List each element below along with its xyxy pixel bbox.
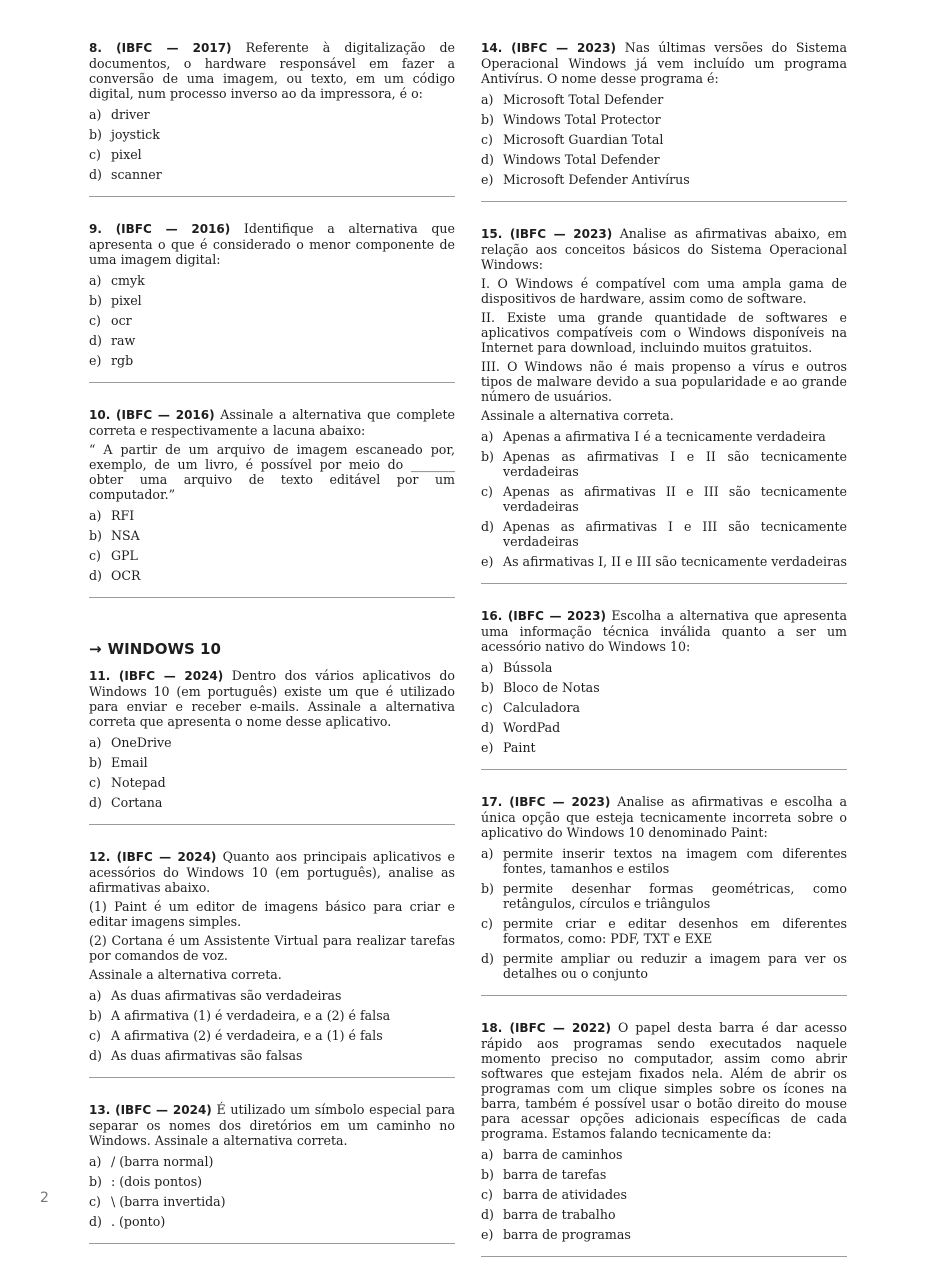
option-text: NSA xyxy=(111,528,140,543)
option xyxy=(89,775,455,790)
option-letter: a) xyxy=(481,92,494,107)
option xyxy=(89,1048,455,1063)
option xyxy=(89,735,455,750)
option-letter: b) xyxy=(481,449,494,464)
option xyxy=(89,795,455,810)
question-text: É utilizado um símbolo especial para separar os nomes dos diretórios em um caminho no Windows. Assinale a alternativa correta. xyxy=(89,1102,455,1148)
option-letter: d) xyxy=(481,951,494,966)
question-label: 12. (IBFC — 2024) xyxy=(89,850,217,864)
option xyxy=(481,740,847,755)
option-letter: a) xyxy=(89,988,102,1003)
option-text: A afirmativa (1) é verdadeira, e a (2) é falsa xyxy=(111,1008,391,1023)
option xyxy=(481,1207,847,1222)
option-letter: d) xyxy=(481,152,494,167)
options-list xyxy=(89,735,455,810)
option xyxy=(481,132,847,147)
option-letter: b) xyxy=(481,1167,494,1182)
option-text: pixel xyxy=(111,147,142,162)
option xyxy=(89,528,455,543)
option xyxy=(89,333,455,348)
option-letter: a) xyxy=(89,107,102,122)
option-text: Microsoft Guardian Total xyxy=(503,132,664,147)
option-text: barra de tarefas xyxy=(503,1167,607,1182)
option xyxy=(481,519,847,549)
option xyxy=(481,172,847,187)
option-letter: d) xyxy=(89,333,102,348)
option-letter: c) xyxy=(89,1194,101,1209)
options-list xyxy=(89,988,455,1063)
divider xyxy=(89,1077,455,1078)
option xyxy=(89,1008,455,1023)
divider xyxy=(89,196,455,197)
option-text: joystick xyxy=(111,127,160,142)
option-letter: b) xyxy=(481,680,494,695)
options-list xyxy=(89,508,455,583)
question-17 xyxy=(481,794,847,981)
options-list xyxy=(89,1154,455,1229)
option-text: Apenas a afirmativa I é a tecnicamente verdadeira xyxy=(503,429,826,444)
question-label: 18. (IBFC — 2022) xyxy=(481,1021,611,1035)
question-8 xyxy=(89,40,455,182)
question-10 xyxy=(89,407,455,583)
option-letter: c) xyxy=(89,313,101,328)
option xyxy=(89,1154,455,1169)
question-text: Analise as afirmativas abaixo, em relação aos conceitos básicos do Sistema Operacional Windows: xyxy=(481,226,847,272)
divider xyxy=(89,382,455,383)
option xyxy=(481,881,847,911)
option-letter: a) xyxy=(481,429,494,444)
question-text: Escolha a alternativa que apresenta uma informação técnica inválida quanto a ser um acessório nativo do Windows 10: xyxy=(481,608,847,654)
option-text: barra de trabalho xyxy=(503,1207,616,1222)
question-text: Referente à digitalização de documentos, o hardware responsável em fazer a conversão de uma imagem, ou texto, em um código digital, num processo inverso ao da impressora, é o: xyxy=(89,40,455,101)
option-text: Bússola xyxy=(503,660,553,675)
right-column xyxy=(481,40,847,1281)
question-stem xyxy=(481,40,847,86)
question-text: Quanto aos principais aplicativos e acessórios do Windows 10 (em português), analise as afirmativas abaixo. xyxy=(89,849,455,895)
question-stem xyxy=(481,794,847,840)
option xyxy=(89,988,455,1003)
divider xyxy=(89,824,455,825)
option xyxy=(89,293,455,308)
divider xyxy=(481,1256,847,1257)
option xyxy=(481,951,847,981)
option xyxy=(481,916,847,946)
option-text: Apenas as afirmativas I e II são tecnicamente verdadeiras xyxy=(503,449,847,479)
options-list xyxy=(481,429,847,569)
question-label: 9. (IBFC — 2016) xyxy=(89,222,231,236)
option-letter: b) xyxy=(89,293,102,308)
question-stem xyxy=(89,407,455,438)
option xyxy=(481,1187,847,1202)
option xyxy=(89,1194,455,1209)
option-text: GPL xyxy=(111,548,138,563)
option-text: Microsoft Total Defender xyxy=(503,92,664,107)
option-text: OneDrive xyxy=(111,735,172,750)
option-letter: d) xyxy=(89,795,102,810)
option-text: Paint xyxy=(503,740,536,755)
option-text: A afirmativa (2) é verdadeira, e a (1) é fals xyxy=(111,1028,383,1043)
question-text: Analise as afirmativas e escolha a única opção que esteja tecnicamente incorreta sobre o aplicativo do Windows 10 denominado Paint: xyxy=(481,794,847,840)
question-text: O papel desta barra é dar acesso rápido aos programas sendo executados naquele momento preciso no computador, assim como abrir softwares que estejam fixados nela. Além de abrir os programas com um clique simples sobre os ícones na barra, também é possível usar o botão direito do mouse para acessar opções adicionais específicas de cada programa. Estamos falando tecnicamente da: xyxy=(481,1020,847,1141)
option xyxy=(481,1227,847,1242)
statement: (2) Cortana é um Assistente Virtual para realizar tarefas por comandos de voz. xyxy=(89,933,455,963)
option-text: Calculadora xyxy=(503,700,581,715)
option xyxy=(89,548,455,563)
page-number: 2 xyxy=(40,1190,49,1206)
section-title-text: WINDOWS 10 xyxy=(107,640,221,658)
option xyxy=(89,1028,455,1043)
statement: (1) Paint é um editor de imagens básico para criar e editar imagens simples. xyxy=(89,899,455,929)
option xyxy=(89,353,455,368)
question-label: 8. (IBFC — 2017) xyxy=(89,41,232,55)
option-text: WordPad xyxy=(503,720,561,735)
question-stem xyxy=(481,1020,847,1141)
option xyxy=(89,755,455,770)
option-letter: d) xyxy=(481,720,494,735)
question-text: Assinale a alternativa que complete correta e respectivamente a lacuna abaixo: xyxy=(89,407,455,438)
question-label: 11. (IBFC — 2024) xyxy=(89,669,224,683)
question-label: 10. (IBFC — 2016) xyxy=(89,408,215,422)
question-stem xyxy=(89,668,455,729)
option-text: permite criar e editar desenhos em diferentes formatos, como: PDF, TXT e EXE xyxy=(503,916,847,946)
option-letter: c) xyxy=(481,132,493,147)
divider xyxy=(481,769,847,770)
divider xyxy=(481,995,847,996)
option-letter: b) xyxy=(89,528,102,543)
option xyxy=(89,568,455,583)
option-letter: c) xyxy=(89,548,101,563)
option-letter: d) xyxy=(89,167,102,182)
option xyxy=(481,1167,847,1182)
option-letter: d) xyxy=(481,519,494,534)
section-title xyxy=(89,640,455,658)
option-text: barra de programas xyxy=(503,1227,631,1242)
left-column xyxy=(89,40,455,1268)
question-stem xyxy=(89,40,455,101)
question-stem xyxy=(89,1102,455,1148)
question-16 xyxy=(481,608,847,755)
question-text: Nas últimas versões do Sistema Operacional Windows já vem incluído um programa Antivírus. O nome desse programa é: xyxy=(481,40,847,86)
option-letter: b) xyxy=(481,881,494,896)
option-letter: e) xyxy=(481,740,494,755)
option-text: Apenas as afirmativas I e III são tecnicamente verdadeiras xyxy=(503,519,847,549)
question-13 xyxy=(89,1102,455,1229)
option xyxy=(481,1147,847,1162)
options-list xyxy=(89,107,455,182)
statement: I. O Windows é compatível com uma ampla gama de dispositivos de hardware, assim como de software. xyxy=(481,276,847,306)
question-12 xyxy=(89,849,455,1063)
option-letter: e) xyxy=(481,554,494,569)
option xyxy=(481,449,847,479)
option-letter: e) xyxy=(481,1227,494,1242)
question-9 xyxy=(89,221,455,368)
question-text: Dentro dos vários aplicativos do Windows 10 (em português) existe um que é utilizado para enviar e receber e-mails. Assinale a alternativa correta que apresenta o nome desse aplicativo. xyxy=(89,668,455,729)
options-list xyxy=(481,1147,847,1242)
option-text: rgb xyxy=(111,353,134,368)
option-text: RFI xyxy=(111,508,135,523)
option xyxy=(481,554,847,569)
option-text: Email xyxy=(111,755,148,770)
question-label: 16. (IBFC — 2023) xyxy=(481,609,606,623)
option-text: . (ponto) xyxy=(111,1214,166,1229)
question-15 xyxy=(481,226,847,569)
option-letter: c) xyxy=(481,916,493,931)
option-text: Bloco de Notas xyxy=(503,680,600,695)
option xyxy=(89,147,455,162)
option xyxy=(89,167,455,182)
option-text: Notepad xyxy=(111,775,166,790)
option xyxy=(89,313,455,328)
option-letter: a) xyxy=(89,735,102,750)
option xyxy=(89,273,455,288)
question-stem xyxy=(89,221,455,267)
option-letter: a) xyxy=(89,1154,102,1169)
arrow-right-icon: → xyxy=(89,640,102,658)
question-label: 14. (IBFC — 2023) xyxy=(481,41,616,55)
option-letter: b) xyxy=(89,127,102,142)
instruction: Assinale a alternativa correta. xyxy=(481,408,674,423)
question-11 xyxy=(89,668,455,810)
option-text: driver xyxy=(111,107,150,122)
option-letter: b) xyxy=(89,755,102,770)
option-text: Apenas as afirmativas II e III são tecnicamente verdadeiras xyxy=(503,484,847,514)
option-text: cmyk xyxy=(111,273,145,288)
option-text: barra de atividades xyxy=(503,1187,627,1202)
statement: II. Existe uma grande quantidade de softwares e aplicativos compatíveis com o Windows disponíveis na Internet para download, incluindo muitos gratuitos. xyxy=(481,310,847,355)
question-text: Identifique a alternativa que apresenta o que é considerado o menor componente de uma imagem digital: xyxy=(89,221,455,267)
option-letter: a) xyxy=(481,846,494,861)
option xyxy=(89,1214,455,1229)
option-text: As duas afirmativas são falsas xyxy=(111,1048,303,1063)
option xyxy=(481,152,847,167)
divider xyxy=(89,597,455,598)
options-list xyxy=(481,846,847,981)
option-letter: d) xyxy=(89,568,102,583)
option xyxy=(481,846,847,876)
option-letter: d) xyxy=(481,1207,494,1222)
instruction: Assinale a alternativa correta. xyxy=(89,967,282,982)
question-label: 15. (IBFC — 2023) xyxy=(481,227,613,241)
question-stem xyxy=(481,608,847,654)
option-letter: a) xyxy=(89,273,102,288)
option-letter: c) xyxy=(89,147,101,162)
option-text: raw xyxy=(111,333,136,348)
options-list xyxy=(481,92,847,187)
option-letter: a) xyxy=(481,660,494,675)
option-text: scanner xyxy=(111,167,162,182)
option-letter: c) xyxy=(481,484,493,499)
question-label: 13. (IBFC — 2024) xyxy=(89,1103,212,1117)
option xyxy=(481,660,847,675)
divider xyxy=(89,1243,455,1244)
option xyxy=(481,680,847,695)
divider xyxy=(481,201,847,202)
option-text: Windows Total Defender xyxy=(503,152,660,167)
option-text: barra de caminhos xyxy=(503,1147,623,1162)
option-letter: e) xyxy=(481,172,494,187)
option-letter: a) xyxy=(89,508,102,523)
option-text: permite desenhar formas geométricas, como retângulos, círculos e triângulos xyxy=(503,881,847,911)
option-letter: d) xyxy=(89,1214,102,1229)
question-label: 17. (IBFC — 2023) xyxy=(481,795,611,809)
question-quote: “ A partir de um arquivo de imagem escaneado por, exemplo, de um livro, é possível por meio do _______ obter uma arquivo de texto editável por um computador.” xyxy=(89,442,455,502)
option xyxy=(89,1174,455,1189)
option-text: OCR xyxy=(111,568,141,583)
option xyxy=(481,720,847,735)
option-letter: c) xyxy=(89,1028,101,1043)
question-stem xyxy=(481,226,847,272)
option-letter: b) xyxy=(89,1174,102,1189)
option-text: As afirmativas I, II e III são tecnicamente verdadeiras xyxy=(503,554,847,569)
option xyxy=(481,700,847,715)
option-text: / (barra normal) xyxy=(111,1154,214,1169)
option-letter: c) xyxy=(481,1187,493,1202)
option-text: Cortana xyxy=(111,795,163,810)
option xyxy=(89,508,455,523)
option xyxy=(89,127,455,142)
statement: III. O Windows não é mais propenso a vírus e outros tipos de malware devido a sua popularidade e ao grande número de usuários. xyxy=(481,359,847,404)
question-14 xyxy=(481,40,847,187)
option-letter: e) xyxy=(89,353,102,368)
option-text: ocr xyxy=(111,313,132,328)
option xyxy=(481,484,847,514)
option xyxy=(89,107,455,122)
question-stem xyxy=(89,849,455,895)
options-list xyxy=(481,660,847,755)
option-text: Microsoft Defender Antivírus xyxy=(503,172,690,187)
option-text: permite ampliar ou reduzir a imagem para ver os detalhes ou o conjunto xyxy=(503,951,847,981)
option-text: Windows Total Protector xyxy=(503,112,661,127)
option-letter: b) xyxy=(89,1008,102,1023)
option-letter: b) xyxy=(481,112,494,127)
option-text: As duas afirmativas são verdadeiras xyxy=(111,988,342,1003)
option-text: pixel xyxy=(111,293,142,308)
option-letter: d) xyxy=(89,1048,102,1063)
options-list xyxy=(89,273,455,368)
divider xyxy=(481,583,847,584)
option-text: permite inserir textos na imagem com diferentes fontes, tamanhos e estilos xyxy=(503,846,847,876)
option xyxy=(481,429,847,444)
option xyxy=(481,112,847,127)
option-text: \ (barra invertida) xyxy=(111,1194,226,1209)
option-letter: a) xyxy=(481,1147,494,1162)
question-18 xyxy=(481,1020,847,1242)
option-letter: c) xyxy=(89,775,101,790)
option-text: : (dois pontos) xyxy=(111,1174,203,1189)
option-letter: c) xyxy=(481,700,493,715)
option xyxy=(481,92,847,107)
